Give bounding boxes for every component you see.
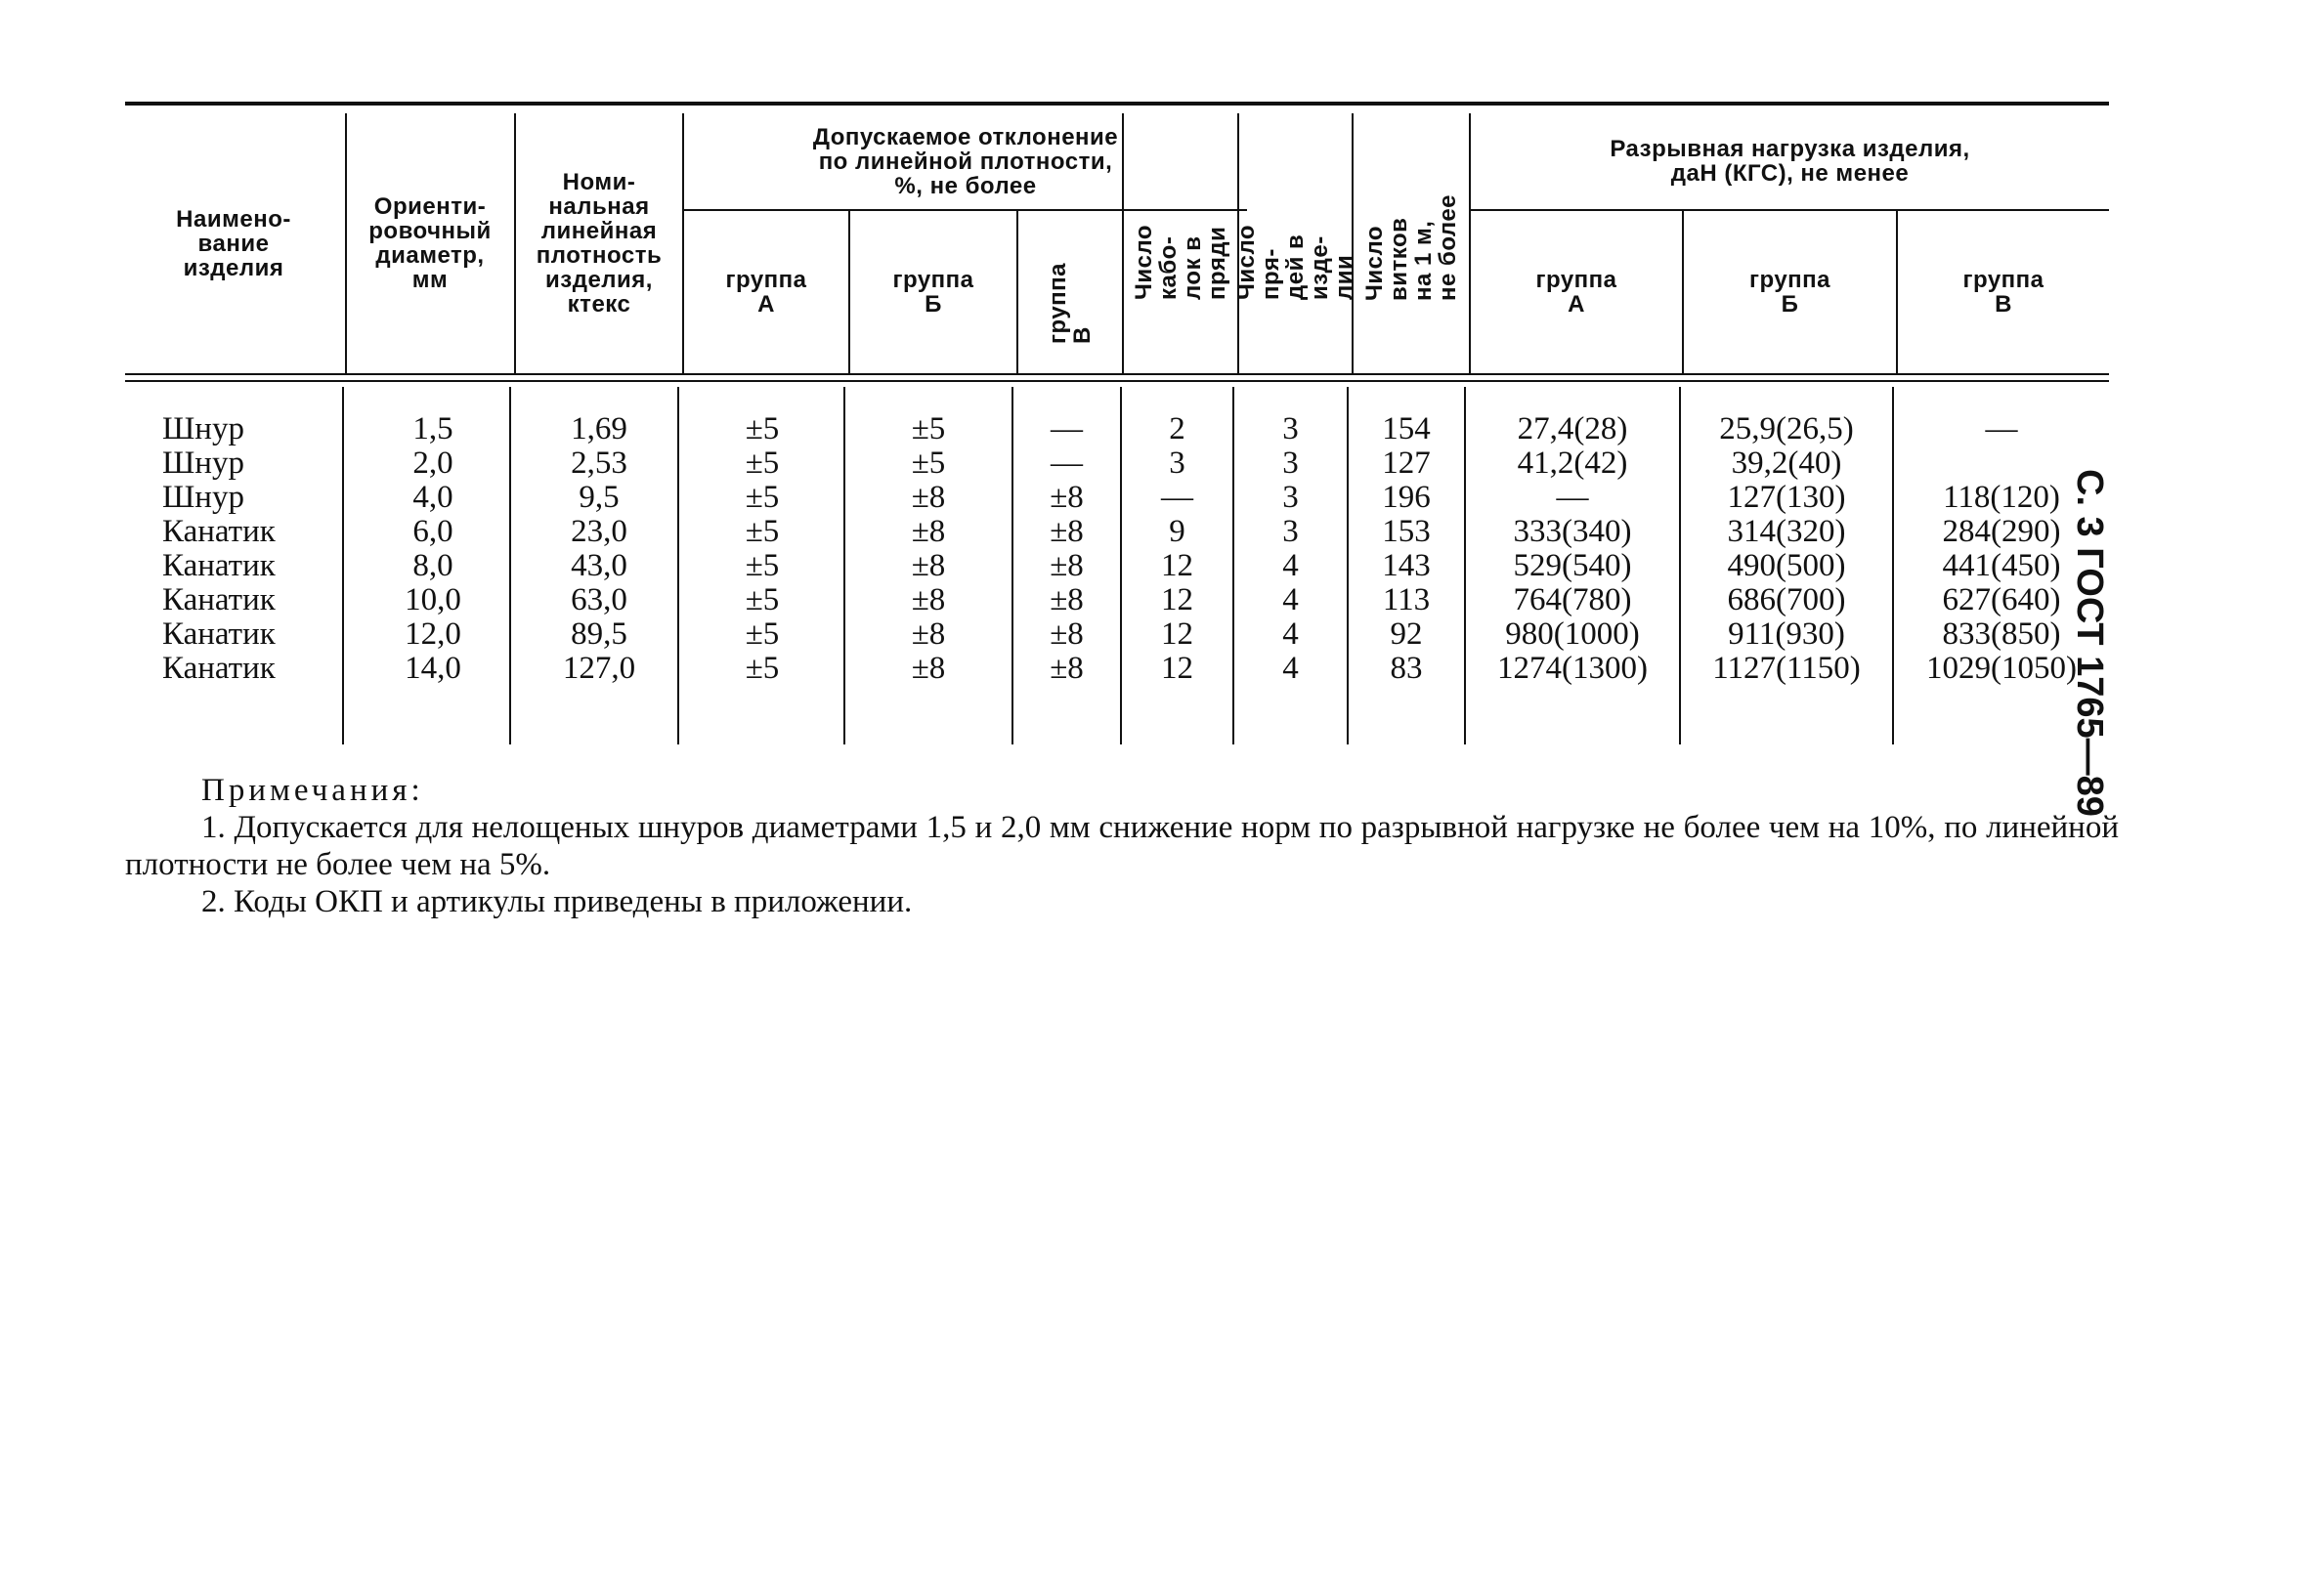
cell-dev-a: ±5 (745, 446, 780, 481)
cell-diameter: 8,0 (412, 548, 453, 583)
cell-cables: 12 (1161, 582, 1193, 617)
header-rule-1 (125, 373, 2109, 375)
cell-load-a: 1274(1300) (1497, 651, 1648, 686)
cell-name: Канатик (162, 548, 276, 583)
notes-section (125, 772, 2119, 920)
cell-dev-v: ±8 (1050, 548, 1084, 583)
cell-dev-b: ±8 (911, 651, 946, 686)
cell-diameter: 14,0 (405, 651, 461, 686)
cell-diameter: 2,0 (412, 446, 453, 481)
cell-turns: 154 (1382, 411, 1431, 446)
table-row (125, 412, 2109, 446)
cell-cables: 12 (1161, 616, 1193, 652)
cell-load-b: 490(500) (1727, 548, 1846, 583)
cell-turns: 143 (1382, 548, 1431, 583)
header-name: Наимено- вание изделия (176, 205, 291, 281)
header-turns: Число витков на 1 м, не более (1361, 193, 1461, 301)
cell-dev-b: ±5 (911, 411, 946, 446)
header-dev-b: группа Б (892, 267, 974, 318)
header-cables: Число кабо- лок в пряди (1131, 224, 1230, 300)
header-deviation: Допускаемое отклонение по линейной плотности, %, не более (812, 123, 1119, 199)
cell-load-b: 127(130) (1727, 480, 1846, 515)
cell-density: 9,5 (579, 480, 620, 515)
header-density: Номи- нальная линейная плотность изделия, ктекс (536, 169, 663, 318)
cell-diameter: 6,0 (412, 514, 453, 549)
cell-load-b: 911(930) (1728, 616, 1845, 652)
cell-dev-v: ±8 (1050, 514, 1084, 549)
cell-load-v: 1029(1050) (1926, 651, 2077, 686)
cell-dev-b: ±8 (911, 616, 946, 652)
cell-dev-b: ±5 (911, 446, 946, 481)
cell-dev-v: ±8 (1050, 582, 1084, 617)
header-load-a: группа А (1535, 267, 1617, 318)
cell-density: 2,53 (571, 446, 627, 481)
table-row (125, 549, 2109, 583)
cell-diameter: 10,0 (405, 582, 461, 617)
header-rule-2 (125, 380, 2109, 382)
cell-density: 63,0 (571, 582, 627, 617)
cell-load-v: 118(120) (1943, 480, 2060, 515)
cell-dev-b: ±8 (911, 514, 946, 549)
cell-load-a: 980(1000) (1505, 616, 1640, 652)
cell-load-a: 529(540) (1513, 548, 1632, 583)
cell-name: Канатик (162, 651, 276, 686)
header-dev-v: группа В (1045, 262, 1096, 344)
specification-table (125, 102, 2109, 746)
cell-turns: 113 (1382, 582, 1431, 617)
cell-name: Канатик (162, 514, 276, 549)
running-header: С. 3 ГОСТ 1765—89 (2069, 469, 2110, 817)
cell-load-a: 41,2(42) (1517, 446, 1628, 481)
cell-density: 1,69 (571, 411, 627, 446)
note-item: 1. Допускается для нелощеных шнуров диаметрами 1,5 и 2,0 мм снижение норм по разрывной нагрузке не более чем на 10%, по линейной плотности не более чем на 5%. (125, 810, 2119, 882)
cell-dev-v: ±8 (1050, 616, 1084, 652)
cell-density: 89,5 (571, 616, 627, 652)
cell-strands: 3 (1282, 514, 1299, 549)
cell-load-b: 1127(1150) (1712, 651, 1861, 686)
cell-dev-a: ±5 (745, 411, 780, 446)
cell-load-v: 441(450) (1942, 548, 2061, 583)
cell-turns: 153 (1382, 514, 1431, 549)
cell-diameter: 12,0 (405, 616, 461, 652)
cell-cables: 2 (1169, 411, 1185, 446)
table-row (125, 652, 2109, 686)
cell-turns: 127 (1382, 446, 1431, 481)
cell-turns: 92 (1390, 616, 1423, 652)
table-row (125, 446, 2109, 481)
cell-load-v: 833(850) (1942, 616, 2061, 652)
cell-load-b: 39,2(40) (1731, 446, 1842, 481)
header-dev-a: группа А (725, 267, 807, 318)
cell-diameter: 4,0 (412, 480, 453, 515)
cell-dev-v: ±8 (1050, 480, 1084, 515)
cell-load-a: — (1556, 480, 1589, 515)
cell-load-b: 25,9(26,5) (1719, 411, 1854, 446)
cell-turns: 196 (1382, 480, 1431, 515)
cell-dev-a: ±5 (745, 548, 780, 583)
header-strands: Число пря- дей в изде- лии (1233, 224, 1357, 300)
table-top-rule (125, 102, 2109, 106)
cell-density: 43,0 (571, 548, 627, 583)
header-diameter: Ориенти- ровочный диаметр, мм (368, 193, 492, 293)
cell-cables: 12 (1161, 651, 1193, 686)
cell-strands: 4 (1282, 582, 1299, 617)
cell-dev-b: ±8 (911, 548, 946, 583)
cell-strands: 4 (1282, 548, 1299, 583)
cell-load-v: — (1985, 411, 2018, 446)
cell-dev-a: ±5 (745, 514, 780, 549)
cell-load-b: 314(320) (1727, 514, 1846, 549)
cell-load-a: 27,4(28) (1517, 411, 1628, 446)
cell-strands: 4 (1282, 651, 1299, 686)
cell-strands: 4 (1282, 616, 1299, 652)
table-row (125, 583, 2109, 617)
cell-load-v (1894, 446, 2109, 481)
cell-dev-v: — (1051, 411, 1083, 446)
cell-load-b: 686(700) (1727, 582, 1846, 617)
cell-dev-b: ±8 (911, 480, 946, 515)
cell-dev-a: ±5 (745, 582, 780, 617)
table-row (125, 481, 2109, 515)
cell-cables: 9 (1169, 514, 1185, 549)
cell-load-v: 284(290) (1942, 514, 2061, 549)
table-row (125, 515, 2109, 549)
cell-name: Шнур (162, 446, 244, 481)
cell-load-a: 333(340) (1513, 514, 1632, 549)
cell-cables: 3 (1169, 446, 1185, 481)
table-row (125, 617, 2109, 652)
cell-dev-a: ±5 (745, 651, 780, 686)
cell-load-a: 764(780) (1513, 582, 1632, 617)
header-load-b: группа Б (1748, 267, 1831, 318)
cell-name: Шнур (162, 480, 244, 515)
cell-dev-v: — (1051, 446, 1083, 481)
cell-cables: 12 (1161, 548, 1193, 583)
cell-name: Шнур (162, 411, 244, 446)
cell-name: Канатик (162, 616, 276, 652)
cell-dev-b: ±8 (911, 582, 946, 617)
cell-diameter: 1,5 (412, 411, 453, 446)
cell-density: 127,0 (562, 651, 636, 686)
cell-name: Канатик (162, 582, 276, 617)
cell-dev-a: ±5 (745, 480, 780, 515)
cell-strands: 3 (1282, 446, 1299, 481)
cell-dev-v: ±8 (1050, 651, 1084, 686)
cell-cables: — (1161, 480, 1193, 515)
cell-strands: 3 (1282, 480, 1299, 515)
header-load-v: группа В (1962, 267, 2044, 318)
notes-title: Примечания: (201, 773, 424, 808)
note-item: 2. Коды ОКП и артикулы приведены в приложении. (201, 884, 913, 919)
cell-turns: 83 (1390, 651, 1423, 686)
cell-strands: 3 (1282, 411, 1299, 446)
cell-load-v: 627(640) (1942, 582, 2061, 617)
header-load: Разрывная нагрузка изделия, даН (КГС), не менее (1610, 136, 1970, 187)
cell-density: 23,0 (571, 514, 627, 549)
cell-dev-a: ±5 (745, 616, 780, 652)
